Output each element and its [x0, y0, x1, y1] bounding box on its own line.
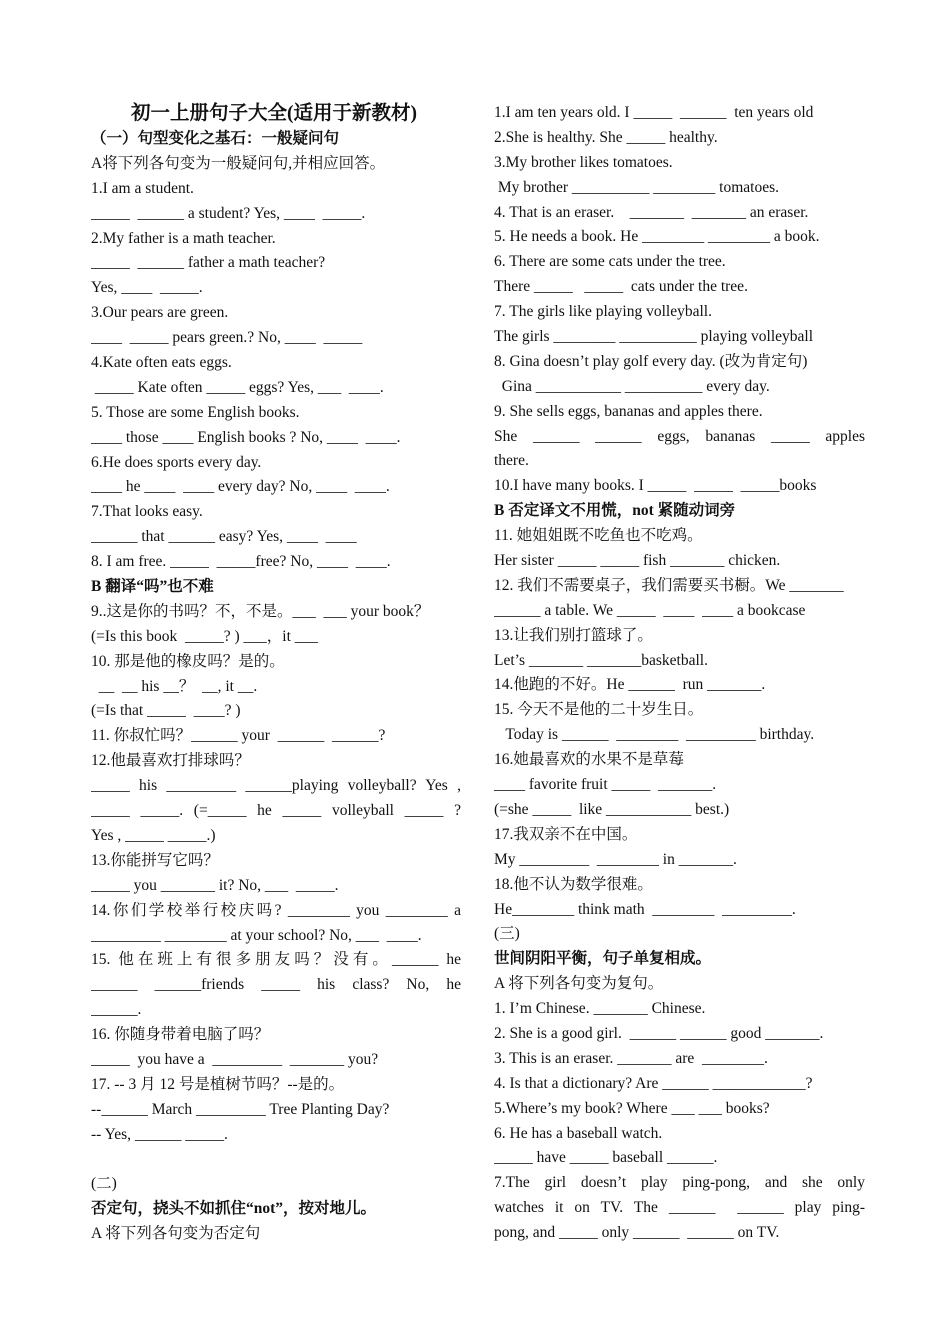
text-line: Yes, ____ _____. — [91, 279, 203, 297]
text-line: _________ ________ at your school? No, ___ ____. — [91, 926, 422, 944]
text-line: Gina ___________ __________ every day. — [494, 377, 770, 395]
text-line: A将下列各句变为一般疑问句,并相应回答。 — [91, 154, 386, 172]
text-line: 4.Kate often eats eggs. — [91, 354, 232, 372]
text-line: 12. 我们不需要桌子，我们需要买书橱。We _______ — [494, 576, 844, 594]
text-line: 7.That looks easy. — [91, 503, 203, 521]
text-line: 7. The girls like playing volleyball. — [494, 303, 712, 321]
text-line: 16. 你随身带着电脑了吗？ — [91, 1026, 270, 1044]
text-line: 9..这是你的书吗？不，不是。___ ___ your book？ — [91, 602, 430, 620]
text-line: _____ ______ a student? Yes, ____ _____. — [91, 204, 366, 222]
text-line: 17.我双亲不在中国。 — [494, 825, 638, 843]
text-line: 11. 你叔忙吗？______ your ______ ______? — [91, 727, 386, 745]
text-line: (三) — [494, 925, 520, 943]
text-line: 6. There are some cats under the tree. — [494, 253, 726, 271]
text-line: 12.他最喜欢打排球吗？ — [91, 752, 250, 770]
text-line: _____ you _______ it? No, ___ _____. — [91, 876, 339, 894]
text-line: 9. She sells eggs, bananas and apples there. — [494, 402, 763, 420]
text-line: Her sister _____ _____ fish _______ chicken. — [494, 552, 781, 570]
text-line: (=Is that _____ ____? ) — [91, 702, 241, 720]
text-line: ______. — [91, 1001, 142, 1019]
text-line: _____ Kate often _____ eggs? Yes, ___ ____. — [91, 378, 384, 396]
text-line: 世间阴阳平衡，句子单复相成。 — [494, 950, 712, 968]
text-line: ____ he ____ ____ every day? No, ____ ____. — [91, 478, 390, 496]
text-line: -- Yes, ______ _____. — [91, 1125, 228, 1143]
text-line: pong, and _____ only ______ ______ on TV. — [494, 1224, 780, 1242]
text-line: ______ a table. We _____ ____ ____ a bookcase — [494, 601, 806, 619]
blank-line — [91, 1148, 461, 1173]
text-line: 14.你们学校举行校庆吗? ________ you ________ a — [91, 901, 461, 919]
text-line: My brother __________ ________ tomatoes. — [494, 178, 780, 196]
text-line: ____ those ____ English books ? No, ____ ____. — [91, 428, 401, 446]
text-line: He________ think math ________ _________. — [494, 900, 796, 918]
text-line: 13.你能拼写它吗？ — [91, 851, 219, 869]
text-line: watches it on TV. The ______ ______ play ping- — [494, 1199, 865, 1217]
text-line: ______ that ______ easy? Yes, ____ ____ — [91, 528, 357, 546]
text-line: 14.他跑的不好。He ______ run _______. — [494, 676, 766, 694]
text-line: 5. Those are some English books. — [91, 403, 300, 421]
text-line: A 将下列各句变为否定句 — [91, 1225, 261, 1243]
text-line: 8. I am free. _____ _____free? No, ____ ____. — [91, 553, 391, 571]
text-line: 1.I am a student. — [91, 179, 194, 197]
text-line: 17. -- 3 月 12 号是植树节吗？--是的。 — [91, 1075, 345, 1093]
text-line: _____ _____. (=_____ he _____ volleyball _____ ? — [91, 802, 461, 820]
text-line: The girls ________ __________ playing volleyball — [494, 328, 814, 346]
text-line: She ______ ______ eggs, bananas _____ apples — [494, 427, 865, 445]
text-line: 1.I am ten years old. I _____ ______ ten years old — [494, 104, 814, 121]
text-line: 3. This is an eraser. _______ are ________. — [494, 1049, 768, 1067]
text-line: B 否定译文不用慌，not 紧随动词旁 — [494, 502, 736, 520]
text-line: There _____ _____ cats under the tree. — [494, 278, 748, 296]
text-line: 4. That is an eraser. _______ _______ an eraser. — [494, 203, 809, 221]
text-line: 否定句，挠头不如抓住“not”，按对地儿。 — [91, 1200, 377, 1218]
text-line: Let’s _______ _______basketball. — [494, 651, 708, 669]
text-line: (二) — [91, 1175, 117, 1193]
text-line: 15. 他在班上有很多朋友吗？没有。______ he — [91, 951, 461, 969]
text-line: _____ ______ father a math teacher? — [91, 254, 326, 272]
text-line: （一）句型变化之基石：一般疑问句 — [91, 130, 340, 147]
text-line: 11. 她姐姐既不吃鱼也不吃鸡。 — [494, 527, 703, 545]
text-line: B 翻译“吗”也不难 — [91, 578, 214, 596]
text-line: 5.Where’s my book? Where ___ ___ books? — [494, 1099, 770, 1117]
text-line: ____ _____ pears green.? No, ____ _____ — [91, 329, 363, 347]
left-column — [91, 101, 461, 1247]
text-line: ______ ______friends _____ his class? No, he — [91, 976, 461, 994]
text-line: 5. He needs a book. He ________ ________ a book. — [494, 228, 820, 246]
text-line: there. — [494, 452, 529, 470]
text-line: A 将下列各句变为复句。 — [494, 975, 664, 993]
page-title: 初一上册句子大全(适用于新教材) — [131, 103, 417, 124]
text-line: Yes , _____ _____.) — [91, 826, 216, 844]
text-line: 7.The girl doesn’t play ping-pong, and she only — [494, 1174, 865, 1192]
text-line: 4. Is that a dictionary? Are ______ ____________? — [494, 1074, 813, 1092]
text-line: 13.让我们别打篮球了。 — [494, 626, 653, 644]
text-line: (=she _____ like ___________ best.) — [494, 800, 730, 818]
text-line: _____ you have a _________ _______ you? — [91, 1050, 379, 1068]
text-line: 2. She is a good girl. ______ ______ good _______. — [494, 1024, 824, 1042]
text-line: 18.他不认为数学很难。 — [494, 875, 653, 893]
text-line: 2.She is healthy. She _____ healthy. — [494, 128, 718, 146]
text-line: _____ have _____ baseball ______. — [494, 1149, 718, 1167]
text-line: 16.她最喜欢的水果不是草莓 — [494, 751, 684, 769]
text-line: 1. I’m Chinese. _______ Chinese. — [494, 1000, 706, 1018]
text-line: 6.He does sports every day. — [91, 453, 262, 471]
text-line: 10.I have many books. I _____ _____ _____books — [494, 477, 817, 495]
text-line: (=Is this book _____? ) ___，it ___ — [91, 627, 319, 645]
text-line: 8. Gina doesn’t play golf every day. (改为肯定句) — [494, 352, 808, 370]
text-line: 6. He has a baseball watch. — [494, 1124, 663, 1142]
text-line: My _________ ________ in _______. — [494, 850, 737, 868]
text-line: 15. 今天不是他的二十岁生日。 — [494, 701, 704, 719]
text-line: --______ March _________ Tree Planting Day? — [91, 1100, 390, 1118]
text-line: 10. 那是他的橡皮吗？是的。 — [91, 652, 285, 670]
text-line: 3.Our pears are green. — [91, 304, 229, 322]
text-line: 2.My father is a math teacher. — [91, 229, 276, 247]
text-line: ____ favorite fruit _____ _______. — [494, 776, 717, 794]
text-line: Today is ______ ________ _________ birthday. — [494, 726, 815, 744]
right-column — [494, 101, 865, 1246]
text-line: _____ his _________ ______playing volleyball? Yes , — [91, 777, 461, 795]
text-line: 3.My brother likes tomatoes. — [494, 153, 673, 171]
text-line: __ __ his __？ __, it __. — [91, 677, 258, 695]
